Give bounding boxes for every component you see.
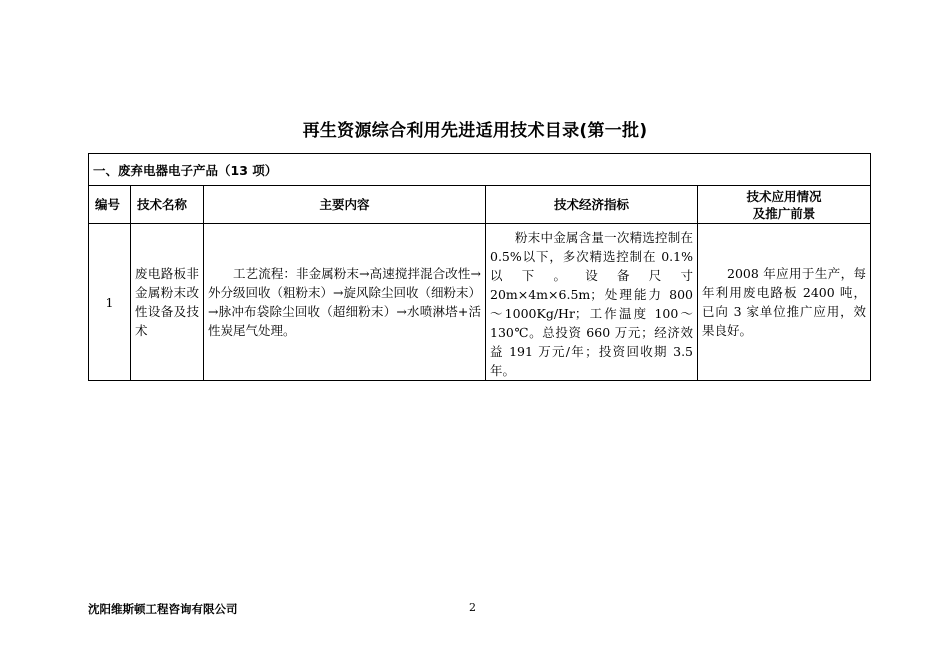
table-row [89,224,871,381]
header-content: 主要内容 [204,186,486,224]
row-number: 1 [89,224,131,381]
header-row [89,186,871,224]
header-application-line2: 及推广前景 [752,205,816,221]
row-application: 2008 年应用于生产，每年利用废电路板 2400 吨，已向 3 家单位推广应用，效果良好。 [698,224,871,381]
header-application [698,186,871,224]
section-row [89,154,871,186]
header-name: 技术名称 [131,186,204,224]
row-content: 工艺流程：非金属粉末→高速搅拌混合改性→外分级回收（粗粉末）→旋风除尘回收（细粉末）→脉冲布袋除尘回收（超细粉末）→水喷淋塔+活性炭尾气处理。 [204,224,486,381]
document-title: 再生资源综合利用先进适用技术目录(第一批) [302,121,648,141]
technology-catalog-table [88,153,871,381]
header-indicators: 技术经济指标 [486,186,698,224]
page-number: 2 [469,601,476,614]
header-application-line1: 技术应用情况 [746,188,822,204]
section-title: 一、废弃电器电子产品（13 项） [89,154,871,186]
row-tech-name: 废电路板非金属粉末改性设备及技术 [131,224,204,381]
row-indicators: 粉末中金属含量一次精选控制在 0.5%以下，多次精选控制在 0.1% 以下。设备尺寸 20m×4m×6.5m；处理能力 800～1000Kg/Hr；工作温度 100～130℃。总投资 660 万元；经济效益 191 万元/年；投资回收期 3.5 年。 [486,224,698,381]
header-number: 编号 [89,186,131,224]
footer-company: 沈阳维斯顿工程咨询有限公司 [88,602,238,616]
